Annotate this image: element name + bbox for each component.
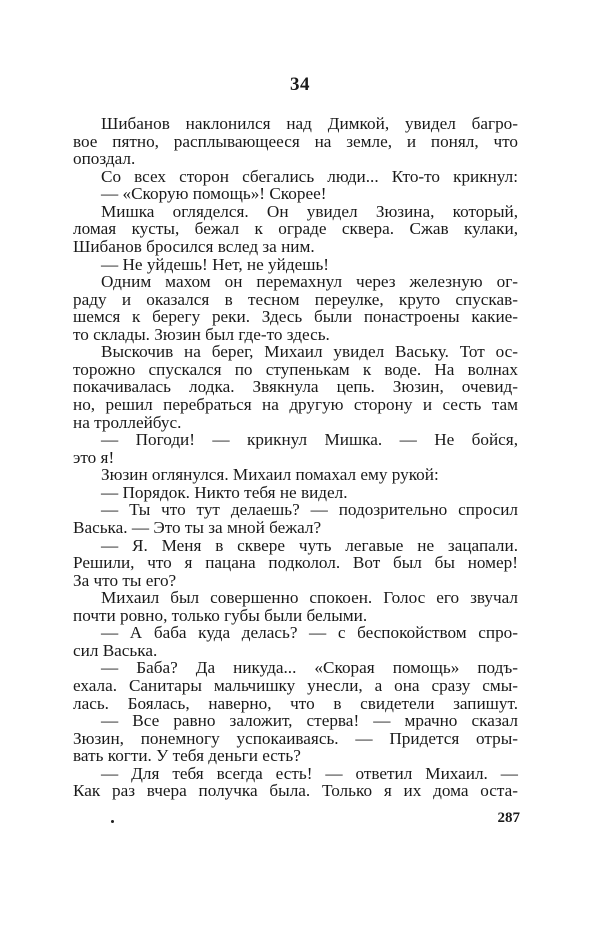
text-line: — Я. Меня в сквере чуть легавые не зацапали. xyxy=(101,535,518,555)
text-line: Мишка огляделся. Он увидел Зюзина, который, xyxy=(101,201,518,221)
text-line: Как раз вчера получка была. Только я их дома оста- xyxy=(73,781,518,801)
text-line: — Порядок. Никто тебя не видел. xyxy=(101,482,348,502)
text-line: вать когти. У тебя деньги есть? xyxy=(73,746,301,766)
text-line: — А баба куда делась? — с беспокойством спро- xyxy=(101,623,518,643)
footer-mark xyxy=(111,820,114,823)
text-line: торожно спускался по ступенькам к воде. На волнах xyxy=(73,359,518,379)
body-text xyxy=(73,115,518,800)
text-line: шемся к берегу реки. Здесь были понастроены какие- xyxy=(73,307,518,327)
text-line: лась. Боялась, наверно, что в свидетели запишут. xyxy=(73,693,518,713)
text-line: Решили, что я пацана подколол. Вот был бы номер! xyxy=(73,553,518,573)
text-line: За что ты его? xyxy=(73,570,177,590)
text-line: Михаил был совершенно спокоен. Голос его звучал xyxy=(101,588,518,608)
text-line: это я! xyxy=(73,447,115,467)
text-line: Выскочив на берег, Михаил увидел Ваську. Тот ос- xyxy=(101,342,518,362)
text-line: вое пятно, расплывающееся на земле, и понял, что xyxy=(73,131,518,151)
chapter-number: 34 xyxy=(290,74,310,95)
text-line: покачивалась лодка. Звякнула цепь. Зюзин, очевид- xyxy=(73,377,518,397)
text-line: — «Скорую помощь»! Скорее! xyxy=(101,184,327,204)
text-line: Зюзин, понемногу успокаиваясь. — Придется отры- xyxy=(73,728,518,748)
text-line: — Не уйдешь! Нет, не уйдешь! xyxy=(101,254,330,274)
text-line: почти ровно, только губы были белыми. xyxy=(73,605,368,625)
text-line: — Баба? Да никуда... «Скорая помощь» подъ- xyxy=(101,658,518,678)
text-line: — Ты что тут делаешь? — подозрительно спросил xyxy=(101,500,518,520)
page-number: 287 xyxy=(497,810,520,826)
text-line: на троллейбус. xyxy=(73,412,182,432)
text-line: — Все равно заложит, стерва! — мрачно сказал xyxy=(101,711,518,731)
text-line: Одним махом он перемахнул через железную ог- xyxy=(101,272,518,292)
text-line: Со всех сторон сбегались люди... Кто-то крикнул: xyxy=(101,166,518,186)
text-line: Шибанов наклонился над Димкой, увидел багро- xyxy=(101,114,518,133)
text-line: сил Васька. xyxy=(73,640,158,660)
text-line: — Погоди! — крикнул Мишка. — Не бойся, xyxy=(101,430,518,450)
text-line: — Для тебя всегда есть! — ответил Михаил. — xyxy=(101,763,518,783)
text-line: ехала. Санитары мальчишку унесли, а она сразу смы- xyxy=(73,676,518,695)
text-line: раду и оказался в тесном переулке, круто спускав- xyxy=(73,289,518,309)
text-line: ломая кусты, бежал к ограде сквера. Сжав кулаки, xyxy=(73,219,518,239)
text-line: Васька. — Это ты за мной бежал? xyxy=(73,517,322,537)
text-line: но, решил перебраться на другую сторону и сесть там xyxy=(73,395,518,414)
text-line: Шибанов бросился вслед за ним. xyxy=(73,236,315,256)
text-line: опоздал. xyxy=(73,149,136,169)
text-line: Зюзин оглянулся. Михаил помахал ему рукой: xyxy=(101,465,439,485)
text-line: то склады. Зюзин был где-то здесь. xyxy=(73,324,330,344)
